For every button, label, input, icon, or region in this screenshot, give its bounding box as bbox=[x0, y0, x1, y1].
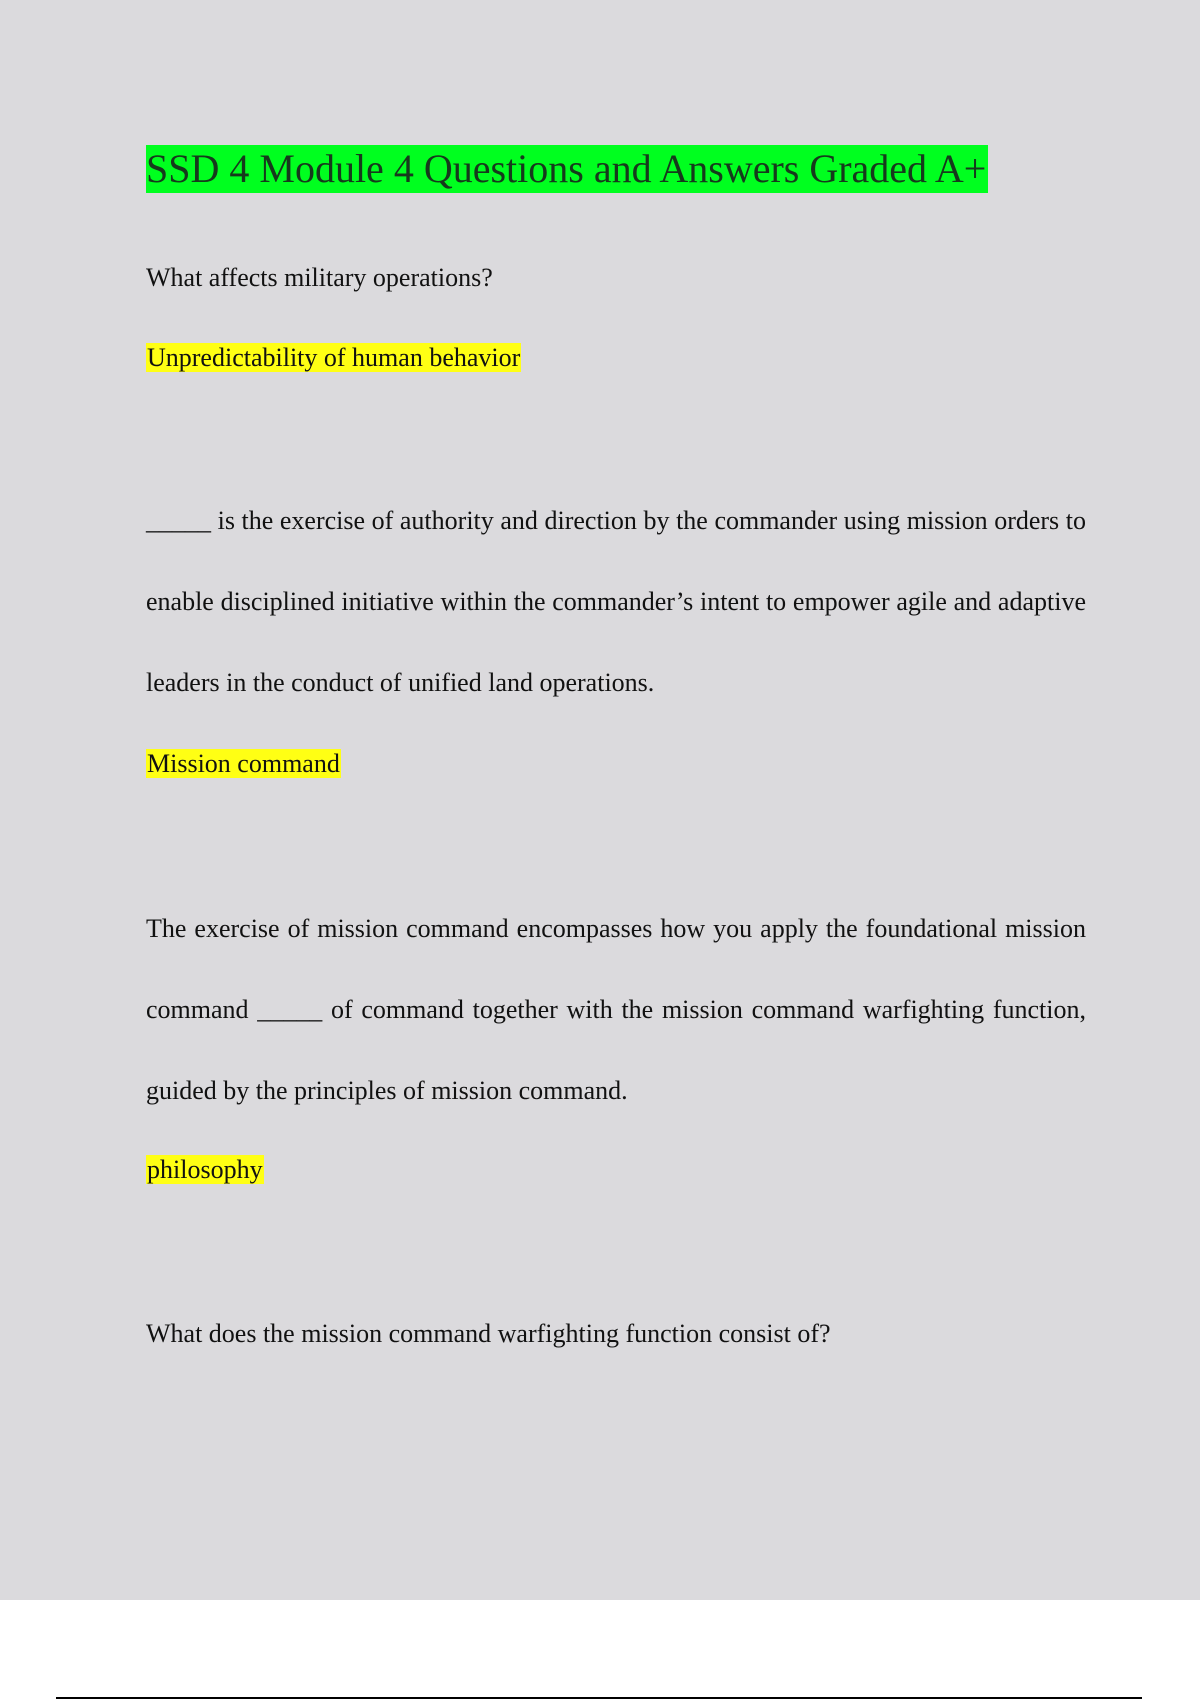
question-4: What does the mission command warfighting function consist of? bbox=[146, 1319, 831, 1348]
answer-3-container bbox=[146, 1152, 1086, 1188]
document-title: SSD 4 Module 4 Questions and Answers Graded A+ bbox=[146, 146, 987, 191]
question-2: _____ is the exercise of authority and direction by the commander using mission orders to enable disciplined initiative within the commander’s intent to empower agile and adaptive leaders in the conduct of unified land operations. bbox=[146, 506, 1086, 697]
question-1: What affects military operations? bbox=[146, 263, 493, 292]
answer-2-container bbox=[146, 746, 1086, 782]
answer-3: philosophy bbox=[147, 1155, 263, 1184]
question-3: The exercise of mission command encompasses how you apply the foundational mission command _____ of command together with the mission command warfighting function, guided by the principles of mission command. bbox=[146, 914, 1086, 1105]
answer-1-container bbox=[146, 340, 1086, 376]
bottom-divider bbox=[56, 1697, 1142, 1699]
answer-1: Unpredictability of human behavior bbox=[147, 343, 521, 372]
answer-2: Mission command bbox=[147, 749, 340, 778]
